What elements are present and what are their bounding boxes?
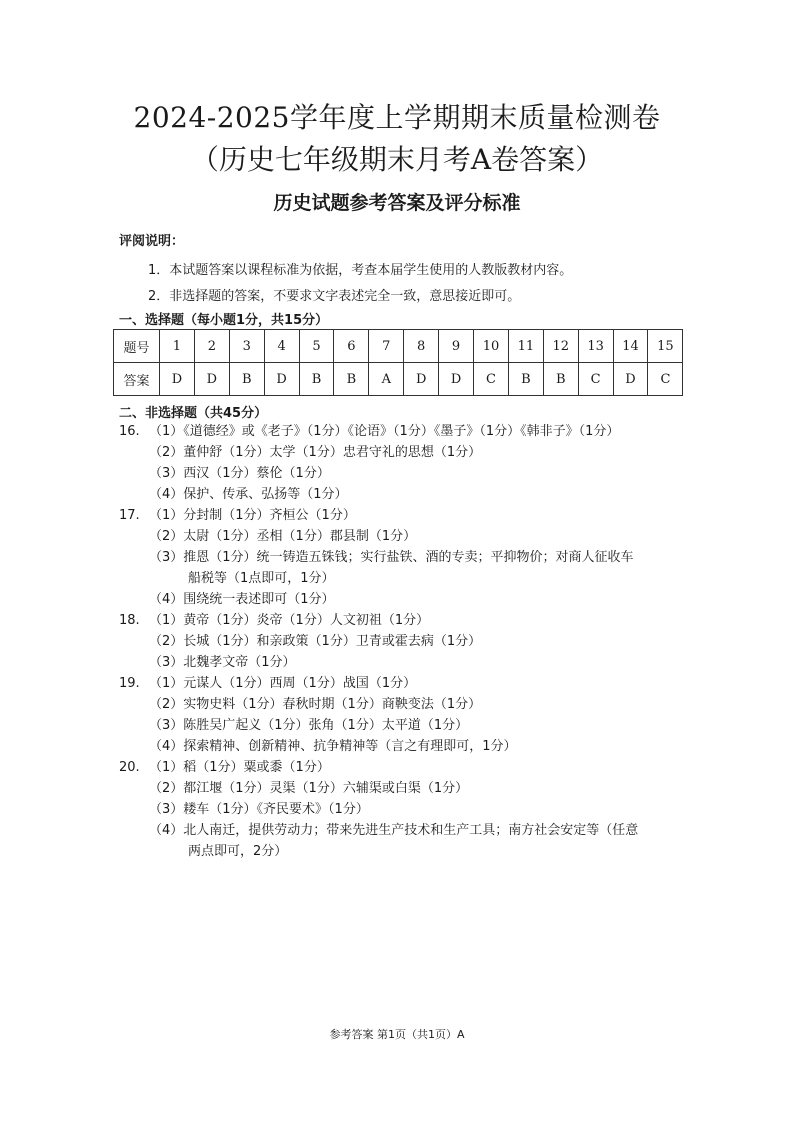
answer-cell: B — [508, 363, 543, 396]
question-number: 13 — [578, 330, 613, 363]
exam-subtitle: （历史七年级期末月考A卷答案） — [190, 143, 604, 176]
answer-cell: C — [578, 363, 613, 396]
question-number: 15 — [648, 330, 683, 363]
q17-part-4: （4）围绕统一表述即可（1分） — [149, 592, 335, 607]
grading-notes-heading: 评阅说明： — [119, 234, 185, 249]
answer-cell: B — [543, 363, 578, 396]
section-non-choice-heading: 二、非选择题（共45分） — [119, 406, 268, 421]
answer-cell: D — [264, 363, 299, 396]
question-18-number: 18. — [119, 613, 140, 628]
answer-cell: B — [334, 363, 369, 396]
q19-part-4: （4）探索精神、创新精神、抗争精神等（言之有理即可，1分） — [149, 739, 517, 754]
q20-part-1: （1）稻（1分）粟或黍（1分） — [149, 760, 330, 775]
question-number: 8 — [404, 330, 439, 363]
question-17-number: 17. — [119, 508, 140, 523]
question-number: 4 — [264, 330, 299, 363]
q17-part-1: （1）分封制（1分）齐桓公（1分） — [149, 508, 356, 523]
question-number: 7 — [369, 330, 404, 363]
answer-cell: D — [160, 363, 195, 396]
answer-key-heading: 历史试题参考答案及评分标准 — [273, 192, 521, 214]
q20-part-4-continued: 两点即可，2分） — [188, 844, 288, 859]
q16-part-4: （4）保护、传承、弘扬等（1分） — [149, 487, 348, 502]
question-number: 14 — [613, 330, 648, 363]
answer-row — [114, 363, 683, 396]
grading-note-1: 1．本试题答案以课程标准为依据，考查本届学生使用的人教版教材内容。 — [148, 263, 573, 278]
q20-part-3: （3）耧车（1分）《齐民要术》（1分） — [149, 802, 369, 817]
answer-cell: D — [404, 363, 439, 396]
q19-part-3: （3）陈胜吴广起义（1分）张角（1分）太平道（1分） — [149, 718, 469, 733]
grading-note-2: 2．非选择题的答案，不要求文字表述完全一致，意思接近即可。 — [148, 289, 521, 304]
page-footer: 参考答案 第1页（共1页）A — [329, 1028, 465, 1041]
answer-cell: B — [299, 363, 334, 396]
question-number: 3 — [229, 330, 264, 363]
question-number: 6 — [334, 330, 369, 363]
exam-title: 2024-2025学年度上学期期末质量检测卷 — [133, 101, 661, 134]
q19-part-1: （1）元谋人（1分）西周（1分）战国（1分） — [149, 676, 417, 691]
question-number-row — [114, 330, 683, 363]
q20-part-4: （4）北人南迁，提供劳动力；带来先进生产技术和生产工具；南方社会安定等（任意 — [149, 823, 639, 838]
multiple-choice-answer-table — [113, 329, 683, 396]
q19-part-2: （2）实物史料（1分）春秋时期（1分）商鞅变法（1分） — [149, 697, 482, 712]
row-label-answer: 答案 — [114, 363, 160, 396]
question-number: 12 — [543, 330, 578, 363]
answer-cell: D — [613, 363, 648, 396]
q16-part-3: （3）西汉（1分）蔡伦（1分） — [149, 466, 330, 481]
question-number: 10 — [474, 330, 509, 363]
answer-cell: D — [439, 363, 474, 396]
answer-cell: A — [369, 363, 404, 396]
row-label-question-number: 题号 — [114, 330, 160, 363]
answer-cell: D — [194, 363, 229, 396]
q17-part-3: （3）推恩（1分）统一铸造五铢钱；实行盐铁、酒的专卖；平抑物价；对商人征收车 — [149, 550, 634, 565]
q18-part-3: （3）北魏孝文帝（1分） — [149, 655, 296, 670]
q20-part-2: （2）都江堰（1分）灵渠（1分）六辅渠或白渠（1分） — [149, 781, 469, 796]
q17-part-3-continued: 船税等（1点即可，1分） — [188, 571, 335, 586]
q16-part-1: （1）《道德经》或《老子》（1分）《论语》（1分）《墨子》（1分）《韩非子》（1分） — [149, 424, 620, 439]
question-number: 5 — [299, 330, 334, 363]
question-19-number: 19. — [119, 676, 140, 691]
question-number: 11 — [508, 330, 543, 363]
q17-part-2: （2）太尉（1分）丞相（1分）郡县制（1分） — [149, 529, 417, 544]
section-multiple-choice-heading: 一、选择题（每小题1分，共15分） — [119, 313, 329, 328]
answer-cell: C — [648, 363, 683, 396]
question-20-number: 20. — [119, 760, 140, 775]
q16-part-2: （2）董仲舒（1分）太学（1分）忠君守礼的思想（1分） — [149, 445, 482, 460]
answer-cell: B — [229, 363, 264, 396]
question-number: 2 — [194, 330, 229, 363]
question-number: 1 — [160, 330, 195, 363]
question-number: 9 — [439, 330, 474, 363]
q18-part-1: （1）黄帝（1分）炎帝（1分）人文初祖（1分） — [149, 613, 430, 628]
question-16-number: 16. — [119, 424, 140, 439]
q18-part-2: （2）长城（1分）和亲政策（1分）卫青或霍去病（1分） — [149, 634, 482, 649]
answer-cell: C — [474, 363, 509, 396]
